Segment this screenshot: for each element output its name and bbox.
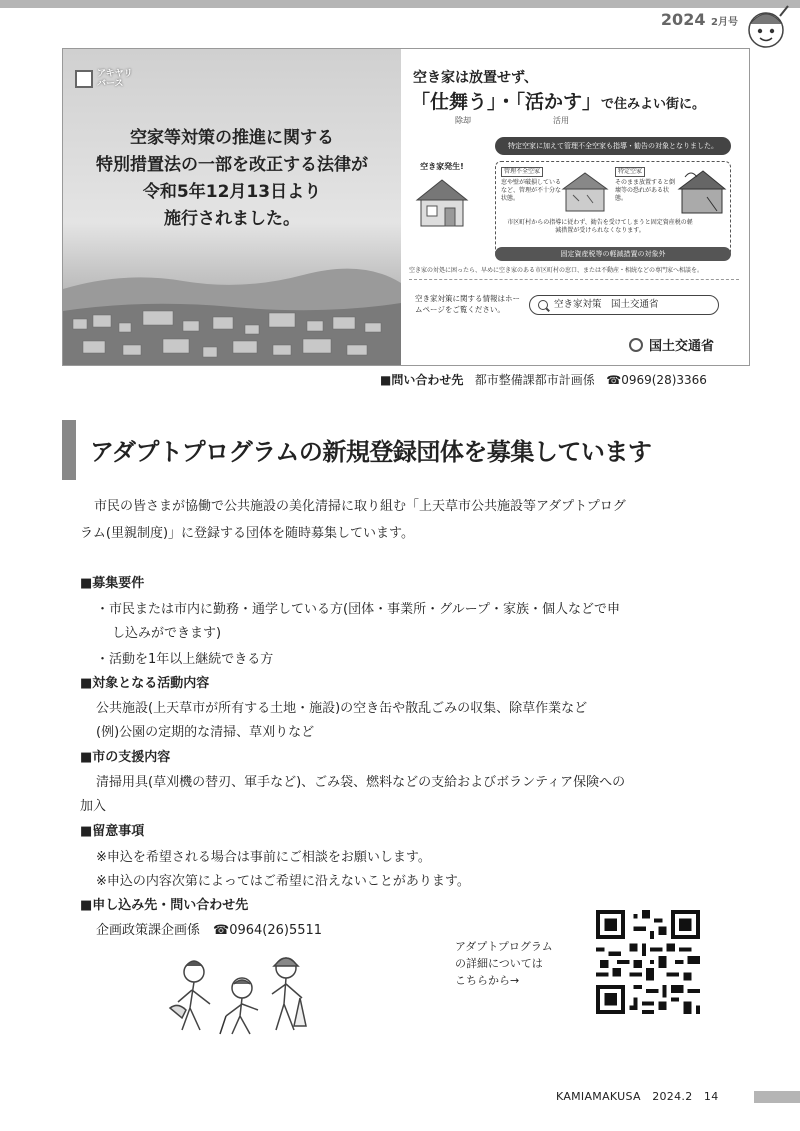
note-item: ※申込を希望される場合は事前にご相談をお願いします。 [96,850,431,865]
section-activities-title: ■対象となる活動内容 [80,676,210,691]
qr-code[interactable] [596,910,700,1014]
photo-title-line: 施行されました。 [164,209,300,229]
issue-label [661,10,738,29]
requirement-item: ・市民または市内に勤務・通学している方(団体・事業所・グループ・家族・個人などで申 [96,602,621,617]
search-box [529,295,719,315]
vacant-house-label: 空き家発生! [420,162,464,171]
note-item: ※申込の内容次第によってはご希望に沿えないことがあります。 [96,874,470,889]
guidance-header-bar: 特定空家に加えて管理不全空家も指導・勧告の対象となりました。 [495,137,731,155]
poorly-managed-block [501,167,561,203]
vacant-house-block [413,161,471,230]
search-text: 空き家対策 国土交通省 [554,299,659,310]
support-text: 清掃用具(草刈機の替刃、軍手など)、ごみ袋、燃料などの支給およびボランティア保険への [96,775,626,790]
banner-photo-title [69,125,395,233]
vacant-house-banner [62,48,750,366]
homepage-info: 空き家対策に関する情報はホームページをご覧ください。 [415,294,520,314]
detail-line: アダプトプログラム [455,940,553,953]
section-apply-title: ■申し込み先・問い合わせ先 [80,898,249,913]
logo-text: アキヤリバース [97,69,133,89]
detail-guide [455,938,553,989]
headline-dot: ・ [496,91,516,113]
intro-line: 市民の皆さまが協働で公共施設の美化清掃に取り組む「上天草市公共施設等アダプトプログ [94,499,626,514]
apply-contact: 企画政策課企画係 ☎0964(26)5511 [96,923,323,938]
city-photo [63,49,401,365]
specified-house-label: 特定空家 [615,167,645,177]
page-number: 14 [703,1090,719,1103]
ministry-name: 国土交通省 [649,339,715,354]
collapsing-house-icon [677,167,727,215]
photo-title-line: 令和5年12月13日より [142,182,322,202]
section-notes-title: ■留意事項 [80,824,145,839]
support-text-cont: 加入 [80,799,107,814]
banner-headline-2 [411,87,705,114]
contact-phone: ☎0969(28)3366 [606,373,707,387]
requirement-item-cont: し込みができます) [112,626,222,641]
activities-text: 公共施設(上天草市が所有する土地・施設)の空き缶や散乱ごみの収集、除草作業など [96,701,588,716]
logo-house-icon [75,70,93,88]
search-icon [538,300,548,310]
damaged-house-icon [561,169,609,213]
footer-issue: 2024.2 [652,1090,693,1103]
poorly-managed-text: 窓や壁が破損しているなど、管理が不十分な状態。 [501,179,562,202]
headline-shimau: 「仕舞う」 [411,91,497,113]
intro-line: ラム(里親制度)」に登録する団体を随時募集しています。 [80,526,414,541]
section-requirements-title: ■募集要件 [80,576,145,591]
poorly-managed-label: 管理不全空家 [501,167,543,177]
house-icon [413,174,471,228]
photo-title-line: 空家等対策の推進に関する [130,128,334,148]
heading-accent-bar [62,420,76,480]
header-bar [0,0,800,8]
contact-label: ■問い合わせ先 [380,373,464,387]
ministry-logo [629,335,714,354]
banner-headline-1: 空き家は放置せず、 [413,70,538,86]
consult-note: 空き家の対処に困ったら、早めに空き家のある市区町村の窓口、または不動産・相続などの専門家へ相談を。 [409,267,704,274]
article-intro [80,493,760,547]
banner-contact [380,371,707,388]
page-footer [556,1090,719,1103]
tax-exclusion-bar: 固定資産税等の軽減措置の対象外 [495,247,731,261]
requirement-item: ・活動を1年以上継続できる方 [96,652,274,667]
headline-tail: で住みよい街に。 [601,97,706,112]
detail-line: こちらから→ [455,974,520,987]
photo-title-line: 特別措置法の一部を改正する法律が [96,155,368,175]
divider [409,279,739,280]
banner-info-panel [401,49,749,365]
subtitle-removal: 除却 [455,116,471,125]
issue-year: 2024 [660,10,706,29]
mascot-icon [740,2,792,54]
section-support-title: ■市の支援内容 [80,750,171,765]
subtitle-utilize: 活用 [553,116,569,125]
tax-warning-text: 市区町村からの指導に従わず、勧告を受けてしまうと固定資産税の軽減措置が受けられなくなります。 [507,219,693,234]
activities-example: (例)公園の定期的な清掃、草刈りなど [96,725,315,740]
magazine-name: KAMIAMAKUSA [556,1090,641,1103]
detail-line: の詳細については [455,957,543,970]
ministry-mark-icon [629,338,643,352]
volunteers-illustration [160,950,320,1040]
issue-month: 2月号 [711,17,738,28]
contact-dept: 都市整備課都市計画係 [474,373,595,387]
article-title: アダプトプログラムの新規登録団体を募集しています [90,438,652,466]
akiya-reverse-logo [75,69,137,89]
headline-ikasu: 「活かす」 [515,91,602,113]
specified-house-text: そのまま放置すると倒壊等の恐れがある状態。 [615,179,676,202]
specified-house-block [615,167,675,203]
footer-bar [754,1091,800,1103]
